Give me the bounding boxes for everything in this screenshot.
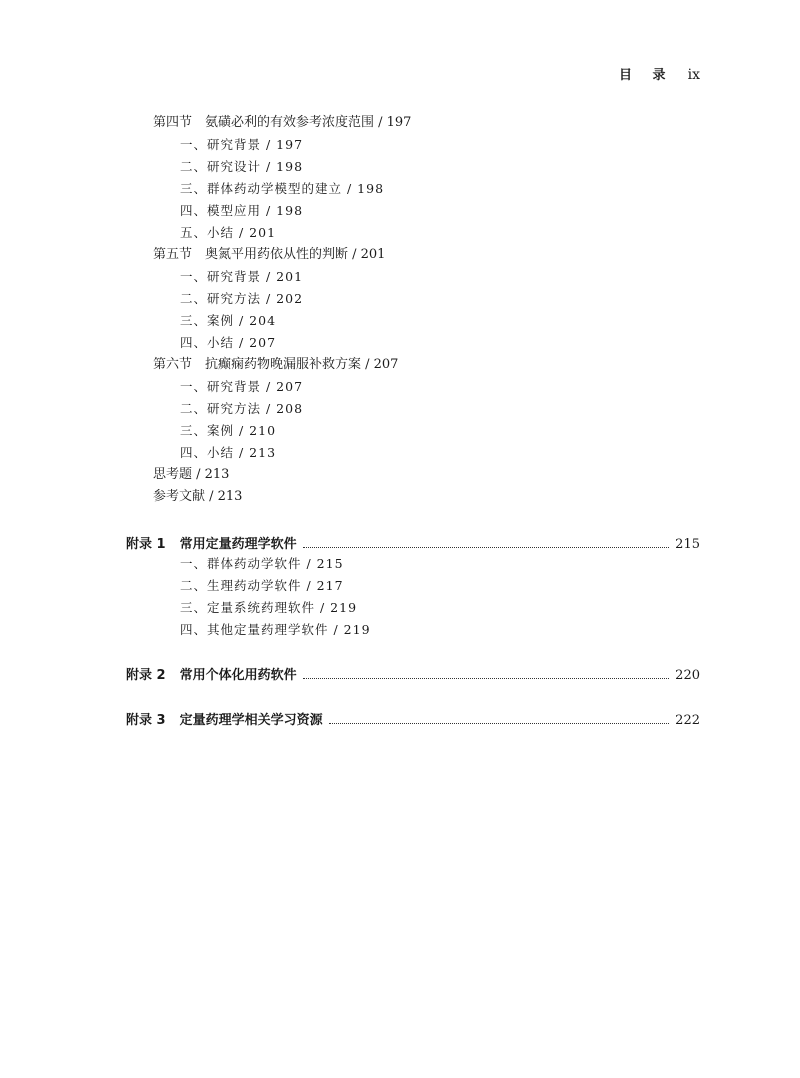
toc-item[interactable]: 一、研究背景 / 207 <box>180 379 304 394</box>
toc-item[interactable]: 二、研究设计 / 198 <box>180 159 304 174</box>
appendix-label: 附录 3 <box>126 713 166 728</box>
toc-appendix-2[interactable] <box>126 664 700 684</box>
toc-item[interactable]: 四、其他定量药理学软件 / 219 <box>180 622 371 637</box>
toc-section-5[interactable]: 第五节 奥氮平用药依从性的判断 / 201 <box>153 247 386 262</box>
toc-item[interactable]: 四、模型应用 / 198 <box>180 203 304 218</box>
header-page-number: ix <box>687 67 700 83</box>
toc-appendix-3[interactable] <box>126 709 700 729</box>
appendix-title: 常用定量药理学软件 <box>179 537 297 552</box>
toc-item[interactable]: 一、研究背景 / 201 <box>180 269 304 284</box>
toc-item[interactable]: 一、群体药动学软件 / 215 <box>180 556 344 571</box>
dot-leader <box>303 678 670 679</box>
toc-item[interactable]: 二、研究方法 / 202 <box>180 291 304 306</box>
toc-item[interactable]: 一、研究背景 / 197 <box>180 137 304 152</box>
appendix-label: 附录 1 <box>126 537 166 552</box>
toc-section-6[interactable]: 第六节 抗癫痫药物晚漏服补救方案 / 207 <box>153 357 399 372</box>
appendix-label: 附录 2 <box>126 668 166 683</box>
appendix-title: 定量药理学相关学习资源 <box>179 713 323 728</box>
toc-item[interactable]: 三、案例 / 204 <box>180 313 277 328</box>
toc-item[interactable]: 三、案例 / 210 <box>180 423 277 438</box>
dot-leader <box>303 547 670 548</box>
toc-item[interactable]: 五、小结 / 201 <box>180 225 277 240</box>
header-title: 目 录 <box>618 68 674 83</box>
toc-section-4[interactable]: 第四节 氨磺必利的有效参考浓度范围 / 197 <box>153 115 412 130</box>
toc-item[interactable]: 四、小结 / 207 <box>180 335 277 350</box>
toc-item[interactable]: 二、生理药动学软件 / 217 <box>180 578 344 593</box>
appendix-page: 222 <box>675 713 700 728</box>
toc-item[interactable]: 四、小结 / 213 <box>180 445 277 460</box>
appendix-page: 215 <box>675 537 700 552</box>
page-header <box>619 64 700 83</box>
toc-appendix-1[interactable] <box>126 533 700 553</box>
toc-item[interactable]: 三、群体药动学模型的建立 / 198 <box>180 181 385 196</box>
appendix-page: 220 <box>675 668 700 683</box>
toc-references[interactable]: 参考文献 / 213 <box>153 489 243 504</box>
toc-questions[interactable]: 思考题 / 213 <box>153 467 230 482</box>
toc-item[interactable]: 三、定量系统药理软件 / 219 <box>180 600 358 615</box>
toc-item[interactable]: 二、研究方法 / 208 <box>180 401 304 416</box>
dot-leader <box>329 723 670 724</box>
appendix-title: 常用个体化用药软件 <box>179 668 297 683</box>
